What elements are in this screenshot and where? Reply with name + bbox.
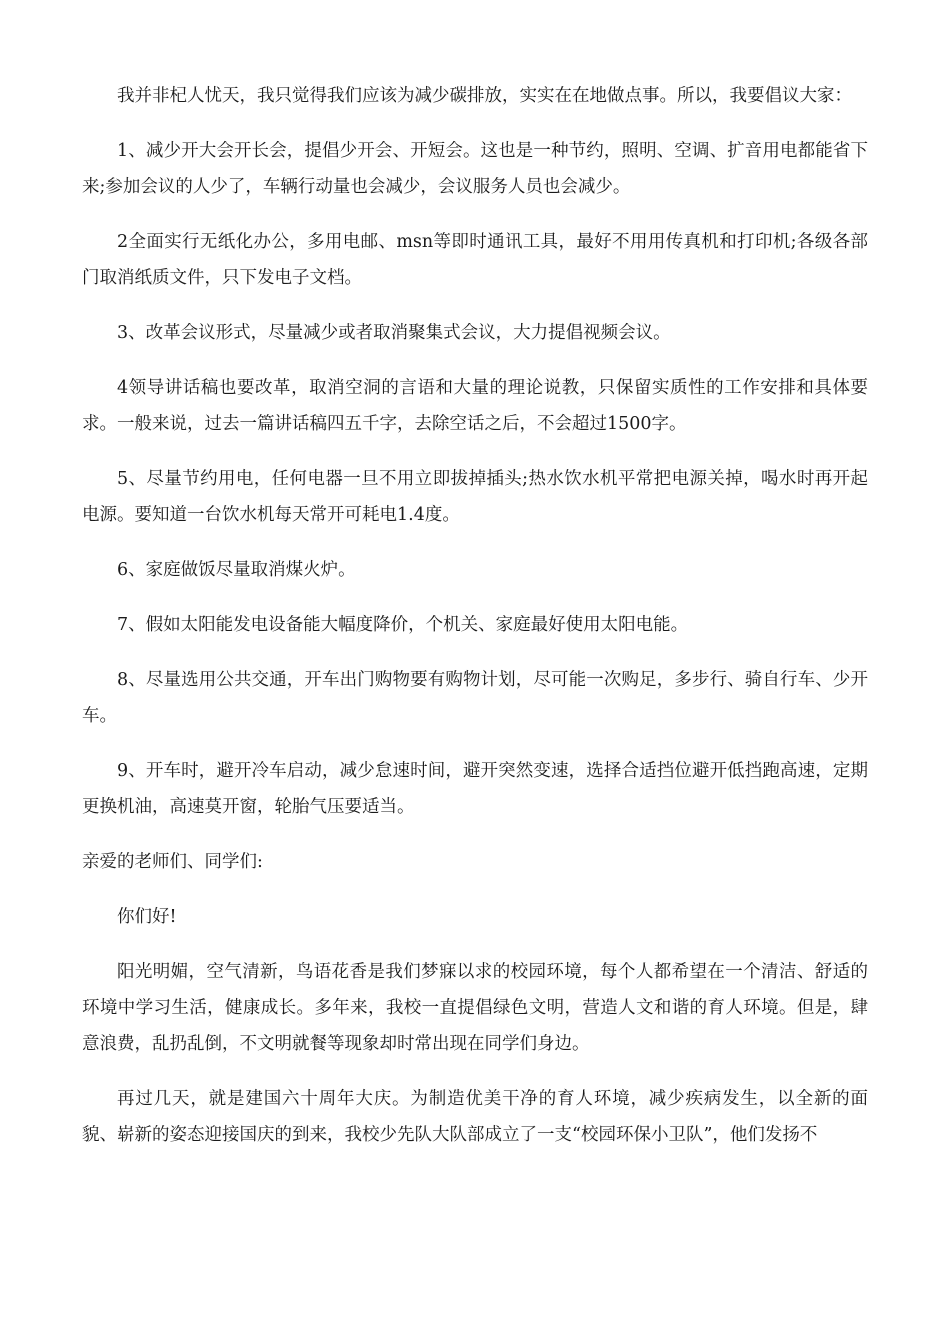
- paragraph-item-3: 3、改革会议形式，尽量减少或者取消聚集式会议，大力提倡视频会议。: [117, 323, 671, 343]
- paragraph-item-1: 1、减少开大会开长会，提倡少开会、开短会。这也是一种节约，照明、空调、扩音用电都能省下来;参加会议的人少了，车辆行动量也会减少，会议服务人员也会减少。: [82, 141, 868, 197]
- paragraph-item-5: 5、尽量节约用电，任何电器一旦不用立即拔掉插头;热水饮水机平常把电源关掉，喝水时再开起电源。要知道一台饮水机每天常开可耗电1.4度。: [82, 469, 868, 525]
- paragraph-item-2: 2全面实行无纸化办公，多用电邮、msn等即时通讯工具，最好不用用传真机和打印机;各级各部门取消纸质文件，只下发电子文档。: [82, 232, 868, 288]
- paragraph-body-1: 阳光明媚，空气清新，鸟语花香是我们梦寐以求的校园环境，每个人都希望在一个清洁、舒适的环境中学习生活，健康成长。多年来，我校一直提倡绿色文明，营造人文和谐的育人环境。但是，肆意浪费，乱扔乱倒，不文明就餐等现象却时常出现在同学们身边。: [82, 962, 868, 1054]
- paragraph-item-7: 7、假如太阳能发电设备能大幅度降价，个机关、家庭最好使用太阳电能。: [117, 615, 689, 635]
- paragraph-salutation: 亲爱的老师们、同学们:: [82, 852, 263, 872]
- paragraph-item-6: 6、家庭做饭尽量取消煤火炉。: [117, 560, 356, 580]
- paragraph-greeting: 你们好!: [117, 907, 177, 927]
- paragraph-item-8: 8、尽量选用公共交通，开车出门购物要有购物计划，尽可能一次购足，多步行、骑自行车、少开车。: [82, 670, 868, 726]
- paragraph-intro: 我并非杞人忧天，我只觉得我们应该为减少碳排放，实实在在地做点事。所以，我要倡议大家：: [117, 86, 852, 106]
- paragraph-item-4: 4领导讲话稿也要改革，取消空洞的言语和大量的理论说教，只保留实质性的工作安排和具体要求。一般来说，过去一篇讲话稿四五千字，去除空话之后，不会超过1500字。: [82, 378, 868, 434]
- paragraph-body-2: 再过几天，就是建国六十周年大庆。为制造优美干净的育人环境，减少疾病发生，以全新的面貌、崭新的姿态迎接国庆的到来，我校少先队大队部成立了一支“校园环保小卫队”，他们发扬不: [82, 1089, 868, 1145]
- paragraph-item-9: 9、开车时，避开冷车启动，减少怠速时间，避开突然变速，选择合适挡位避开低挡跑高速，定期更换机油，高速莫开窗，轮胎气压要适当。: [82, 761, 868, 817]
